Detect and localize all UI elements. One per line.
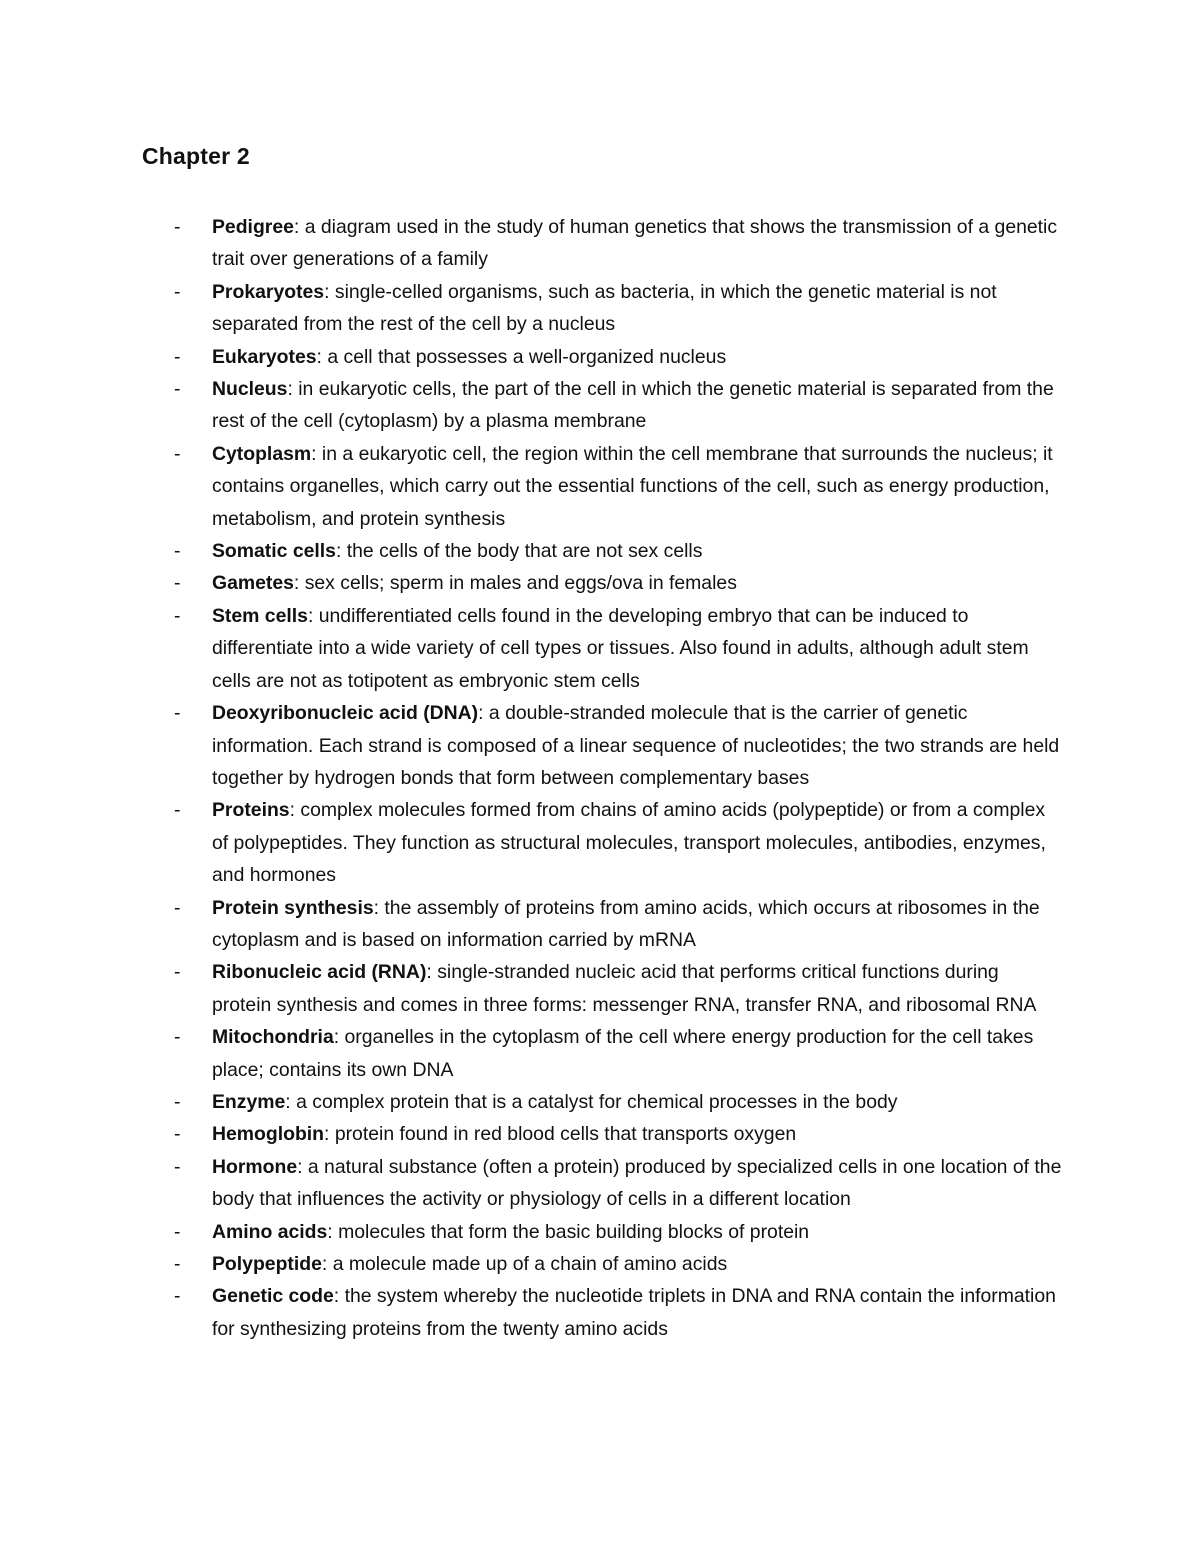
glossary-definition: a cell that possesses a well-organized nucleus: [327, 345, 727, 368]
glossary-definition: a complex protein that is a catalyst for chemical processes in the body: [296, 1090, 898, 1113]
glossary-item: [172, 1248, 1062, 1280]
term-separator: :: [293, 572, 305, 595]
glossary-item: [172, 276, 1062, 341]
glossary-term: Deoxyribonucleic acid (DNA): [212, 702, 479, 725]
glossary-item: [172, 600, 1062, 697]
glossary-definition: single-stranded nucleic acid that performs critical functions during protein synthesis and comes in three forms: messenger RNA, transfer RNA, and ribosomal RNA: [212, 961, 1037, 1016]
glossary-term: Amino acids: [212, 1220, 328, 1243]
bullet-dash: -: [174, 345, 181, 368]
glossary-term: Ribonucleic acid (RNA): [212, 961, 427, 984]
glossary-list: [172, 211, 1062, 1345]
glossary-term: Genetic code: [212, 1285, 334, 1308]
glossary-term: Somatic cells: [212, 540, 336, 563]
glossary-definition: a molecule made up of a chain of amino acids: [332, 1253, 728, 1275]
glossary-term: Hemoglobin: [212, 1123, 325, 1146]
term-separator: :: [478, 702, 489, 725]
glossary-item: [172, 341, 1062, 373]
glossary-item: [172, 697, 1062, 794]
glossary-term: Cytoplasm: [212, 442, 312, 465]
bullet-dash: -: [174, 799, 181, 822]
bullet-dash: -: [174, 216, 181, 238]
glossary-term: Mitochondria: [212, 1026, 334, 1049]
glossary-term: Eukaryotes: [212, 345, 317, 368]
glossary-item: [172, 1151, 1062, 1216]
glossary-term: Gametes: [212, 572, 294, 595]
term-separator: :: [335, 540, 347, 563]
glossary-definition: the assembly of proteins from amino acids, which occurs at ribosomes in the cytoplasm and is based on information carried by mRNA: [212, 896, 1040, 951]
glossary-definition: in eukaryotic cells, the part of the cell in which the genetic material is separated from the rest of the cell (cytoplasm) by a plasma membrane: [212, 378, 1054, 433]
term-separator: :: [316, 345, 328, 368]
glossary-item: [172, 1118, 1062, 1150]
term-separator: :: [307, 604, 319, 627]
bullet-dash: -: [174, 572, 181, 595]
bullet-dash: -: [174, 1026, 181, 1049]
term-separator: :: [333, 1026, 345, 1049]
glossary-item: [172, 211, 1062, 276]
bullet-dash: -: [174, 1155, 181, 1178]
term-separator: :: [289, 799, 301, 822]
glossary-term: Nucleus: [212, 378, 288, 401]
glossary-item: [172, 956, 1062, 1021]
term-separator: :: [373, 896, 385, 919]
glossary-definition: complex molecules formed from chains of amino acids (polypeptide) or from a complex of polypeptides. They function as structural molecules, transport molecules, antibodies, enzymes, and hormones: [212, 799, 1046, 887]
glossary-term: Proteins: [212, 799, 290, 822]
bullet-dash: -: [174, 1253, 181, 1275]
term-separator: :: [311, 442, 322, 465]
glossary-item: [172, 892, 1062, 957]
glossary-definition: organelles in the cytoplasm of the cell where energy production for the cell takes place; contains its own DNA: [212, 1026, 1034, 1081]
glossary-term: Hormone: [212, 1155, 298, 1178]
glossary-item: [172, 1280, 1062, 1345]
glossary-definition: the cells of the body that are not sex cells: [346, 540, 703, 563]
bullet-dash: -: [174, 280, 181, 303]
term-separator: :: [426, 961, 438, 984]
glossary-item: [172, 535, 1062, 567]
glossary-item: [172, 1021, 1062, 1086]
bullet-dash: -: [174, 540, 181, 563]
glossary-definition: the system whereby the nucleotide triplets in DNA and RNA contain the information for synthesizing proteins from the twenty amino acids: [212, 1285, 1056, 1340]
glossary-term: Protein synthesis: [212, 896, 374, 919]
bullet-dash: -: [174, 702, 181, 725]
term-separator: :: [321, 1253, 333, 1275]
glossary-item: [172, 1216, 1062, 1248]
glossary-definition: sex cells; sperm in males and eggs/ova in females: [304, 572, 737, 595]
glossary-definition: undifferentiated cells found in the developing embryo that can be induced to differentiate into a wide variety of cell types or tissues. Also found in adults, although adult stem cells are not as totipotent as embryonic stem cells: [212, 604, 1029, 692]
term-separator: :: [287, 378, 299, 401]
glossary-item: [172, 794, 1062, 891]
bullet-dash: -: [174, 961, 181, 984]
term-separator: :: [297, 1155, 308, 1178]
page-title: Chapter 2: [142, 143, 250, 169]
bullet-dash: -: [174, 1090, 181, 1113]
bullet-dash: -: [174, 442, 181, 465]
glossary-item: [172, 373, 1062, 438]
bullet-dash: -: [174, 1123, 181, 1146]
term-separator: :: [293, 216, 305, 238]
glossary-definition: molecules that form the basic building blocks of protein: [338, 1220, 810, 1243]
term-separator: :: [333, 1285, 345, 1308]
term-separator: :: [285, 1090, 297, 1113]
glossary-definition: protein found in red blood cells that transports oxygen: [334, 1123, 797, 1146]
term-separator: :: [327, 1220, 339, 1243]
glossary-term: Pedigree: [212, 216, 294, 238]
glossary-term: Prokaryotes: [212, 280, 325, 303]
bullet-dash: -: [174, 378, 181, 401]
glossary-item: [172, 567, 1062, 599]
glossary-term: Polypeptide: [212, 1253, 322, 1275]
glossary-item: [172, 438, 1062, 535]
glossary-definition: in a eukaryotic cell, the region within the cell membrane that surrounds the nucleus; it contains organelles, which carry out the essential functions of the cell, such as energy production, metabolism, and protein synthesis: [212, 442, 1053, 530]
glossary-item: [172, 1086, 1062, 1118]
glossary-definition: a double-stranded molecule that is the carrier of genetic information. Each strand is composed of a linear sequence of nucleotides; the two strands are held together by hydrogen bonds that form between complementary bases: [212, 702, 1060, 789]
bullet-dash: -: [174, 1285, 181, 1308]
glossary-definition: single-celled organisms, such as bacteria, in which the genetic material is not separated from the rest of the cell by a nucleus: [212, 280, 997, 336]
glossary-term: Enzyme: [212, 1090, 286, 1113]
glossary-term: Stem cells: [212, 604, 308, 627]
glossary-definition: a diagram used in the study of human genetics that shows the transmission of a genetic trait over generations of a family: [212, 216, 1058, 271]
bullet-dash: -: [174, 604, 181, 627]
term-separator: :: [324, 1123, 335, 1146]
glossary-definition: a natural substance (often a protein) produced by specialized cells in one location of the body that influences the activity or physiology of cells in a different location: [212, 1155, 1062, 1211]
bullet-dash: -: [174, 1220, 181, 1243]
bullet-dash: -: [174, 896, 181, 919]
term-separator: :: [324, 280, 335, 303]
